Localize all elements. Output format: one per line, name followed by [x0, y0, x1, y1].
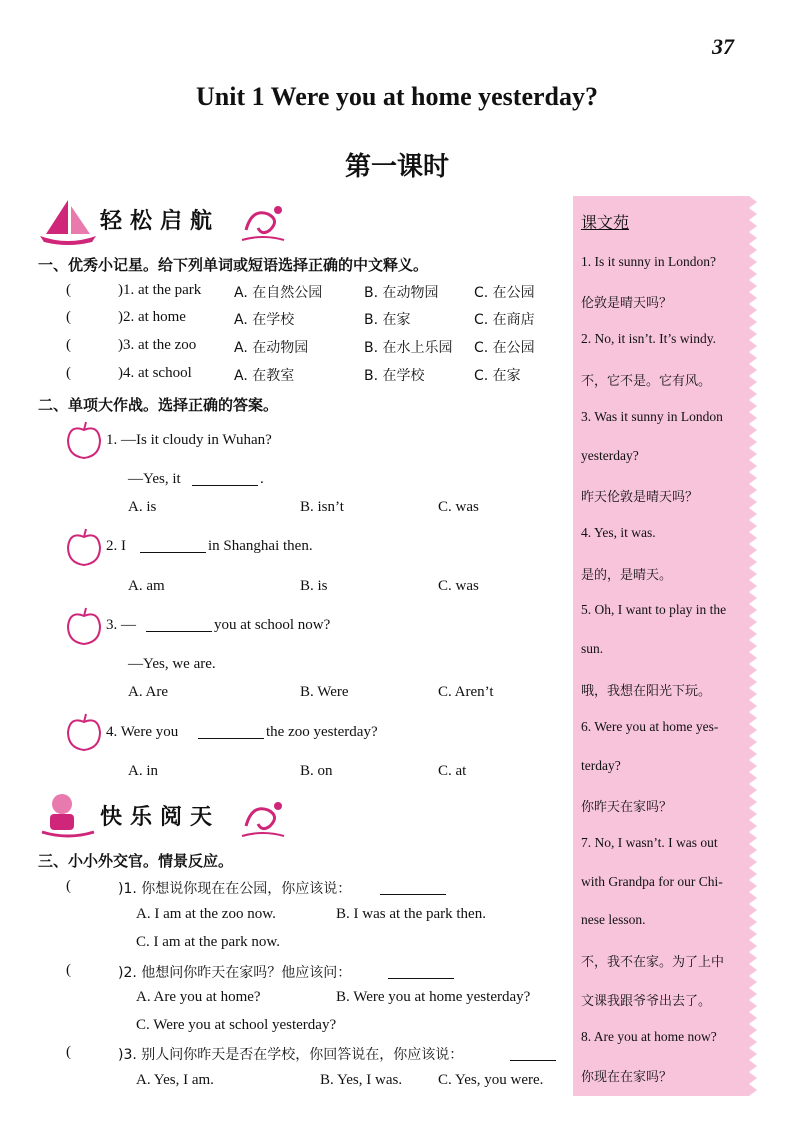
- sidebar-line: sun.: [581, 641, 604, 656]
- kid-reading-icon: [38, 790, 98, 840]
- sidebar-title: 课文苑: [581, 213, 630, 232]
- swirl-ornament-icon: [238, 200, 288, 244]
- question-3: [106, 617, 546, 639]
- sidebar-line: 你现在在家吗？: [581, 1070, 673, 1085]
- vocab-prompt: )3. at the zoo: [118, 337, 197, 353]
- lesson-subtitle: 第一课时: [344, 152, 449, 182]
- section3-heading: 三、小小外交官。情景反应。: [38, 852, 234, 870]
- question-1-options: [128, 499, 548, 521]
- sidebar-line: 不，它不是。它有风。: [581, 374, 712, 389]
- option-c[interactable]: C. Yes, you were.: [438, 1072, 544, 1088]
- option-a[interactable]: A. is: [128, 499, 157, 515]
- sailboat-icon: [38, 196, 98, 246]
- situation-question-2: [38, 962, 568, 984]
- banner-start: [38, 196, 288, 246]
- question-3-options: [128, 684, 548, 706]
- answer-paren[interactable]: (: [66, 282, 71, 298]
- answer-blank[interactable]: [146, 617, 212, 632]
- answer-blank[interactable]: [380, 880, 446, 895]
- vocab-prompt: )4. at school: [118, 365, 192, 381]
- sidebar-line: 你昨天在家吗？: [581, 800, 673, 815]
- question-text: )2. 他想问你昨天在家吗？他应该问：: [118, 965, 352, 981]
- answer-paren[interactable]: (: [66, 365, 71, 381]
- answer-prefix: —Yes, it: [128, 471, 181, 487]
- answer-paren[interactable]: (: [66, 878, 71, 894]
- sidebar-line: 2. No, it isn’t. It’s windy.: [581, 331, 717, 346]
- answer-suffix: .: [260, 471, 264, 487]
- option-a[interactable]: A. in: [128, 763, 158, 779]
- question-3-answer-line: [128, 656, 528, 678]
- sidebar-line: 不，我不在家。为了上中: [581, 955, 725, 970]
- banner-title: 轻松启航: [100, 209, 221, 234]
- question-1: [106, 432, 546, 454]
- situation-q1-options-row2: [136, 934, 556, 956]
- option-b[interactable]: B. on: [300, 763, 333, 779]
- option-b: B. 在水上乐园: [364, 340, 453, 356]
- option-a[interactable]: A. Are you at home?: [136, 989, 261, 1005]
- sidebar-line: 昨天伦敦是晴天吗？: [581, 490, 699, 505]
- option-b[interactable]: B. Yes, I was.: [320, 1072, 403, 1088]
- vocab-item: [38, 282, 558, 304]
- sidebar-line: 7. No, I wasn’t. I was out: [581, 835, 718, 850]
- option-c: C. 在商店: [474, 312, 535, 328]
- sidebar-line: 1. Is it sunny in London?: [581, 254, 716, 269]
- option-a[interactable]: A. Are: [128, 684, 168, 700]
- question-text: )1. 你想说你现在在公园，你应该说：: [118, 881, 352, 897]
- situation-q2-options-row2: [136, 1017, 556, 1039]
- option-b: B. 在动物园: [364, 285, 439, 301]
- section1-heading: 一、优秀小记星。给下列单词或短语选择正确的中文释义。: [38, 256, 429, 274]
- swirl-ornament-icon: [238, 796, 288, 840]
- question-2-options: [128, 578, 548, 600]
- option-b: B. 在家: [364, 312, 411, 328]
- option-c[interactable]: C. was: [438, 578, 479, 594]
- sidebar-line: terday?: [581, 758, 621, 773]
- question-4-options: [128, 763, 548, 785]
- question-text: 3. —: [106, 617, 136, 633]
- option-b[interactable]: B. Were you at home yesterday?: [336, 989, 531, 1005]
- option-c[interactable]: C. Aren’t: [438, 684, 494, 700]
- answer-paren[interactable]: (: [66, 1044, 71, 1060]
- sidebar-line: 3. Was it sunny in London: [581, 409, 723, 424]
- situation-question-3: [38, 1044, 568, 1066]
- sidebar-line: 伦敦是晴天吗？: [581, 296, 673, 311]
- sidebar-line: yesterday?: [581, 448, 639, 463]
- option-b[interactable]: B. Were: [300, 684, 349, 700]
- option-c[interactable]: C. Were you at school yesterday?: [136, 1017, 337, 1033]
- question-2: [106, 538, 546, 560]
- vocab-item: [38, 337, 558, 359]
- situation-q3-options: [136, 1072, 566, 1094]
- banner-title: 快乐阅天: [100, 805, 221, 830]
- vocab-item: [38, 365, 558, 387]
- sidebar-line: 8. Are you at home now?: [581, 1029, 717, 1044]
- question-text-tail: in Shanghai then.: [208, 538, 313, 554]
- vocab-prompt: )1. at the park: [118, 282, 202, 298]
- apple-icon[interactable]: [64, 527, 104, 567]
- answer-blank[interactable]: [140, 538, 206, 553]
- answer-blank[interactable]: [198, 724, 264, 739]
- answer-blank[interactable]: [510, 1046, 556, 1061]
- answer-paren[interactable]: (: [66, 962, 71, 978]
- zigzag-edge: [749, 196, 757, 1096]
- sidebar-line: nese lesson.: [581, 912, 646, 927]
- answer-blank[interactable]: [388, 964, 454, 979]
- unit-title: Unit 1 Were you at home yesterday?: [196, 82, 598, 111]
- answer-paren[interactable]: (: [66, 337, 71, 353]
- answer-text: —Yes, we are.: [128, 656, 216, 672]
- option-a: A. 在学校: [234, 312, 295, 328]
- option-c[interactable]: C. was: [438, 499, 479, 515]
- question-4: [106, 724, 546, 746]
- sidebar-line: 是的，是晴天。: [581, 568, 673, 583]
- sidebar-line: 哦，我想在阳光下玩。: [581, 684, 712, 699]
- option-a[interactable]: A. I am at the zoo now.: [136, 906, 276, 922]
- option-a: A. 在自然公园: [234, 285, 323, 301]
- page-number: 37: [712, 34, 734, 59]
- apple-icon[interactable]: [64, 606, 104, 646]
- option-a[interactable]: A. Yes, I am.: [136, 1072, 214, 1088]
- option-a: A. 在动物园: [234, 340, 309, 356]
- sidebar-line: 文课我跟爷爷出去了。: [581, 994, 712, 1009]
- option-b[interactable]: B. isn’t: [300, 499, 344, 515]
- apple-icon[interactable]: [64, 712, 104, 752]
- sidebar-line: 4. Yes, it was.: [581, 525, 656, 540]
- question-1-answer-line: [128, 471, 528, 493]
- apple-icon[interactable]: [64, 420, 104, 460]
- text-garden-sidebar: [573, 196, 749, 1096]
- situation-q1-options-row1: [136, 906, 556, 928]
- question-text-tail: you at school now?: [214, 617, 331, 633]
- answer-paren[interactable]: (: [66, 309, 71, 325]
- answer-blank[interactable]: [192, 471, 258, 486]
- sidebar-line: 6. Were you at home yes-: [581, 719, 719, 734]
- option-a: A. 在教室: [234, 368, 295, 384]
- question-text: 4. Were you: [106, 724, 179, 740]
- option-b[interactable]: B. is: [300, 578, 328, 594]
- option-c: C. 在公园: [474, 340, 535, 356]
- option-c[interactable]: C. at: [438, 763, 467, 779]
- situation-question-1: [38, 878, 568, 900]
- sidebar-line: with Grandpa for our Chi-: [581, 874, 723, 889]
- section2-heading: 二、单项大作战。选择正确的答案。: [38, 396, 279, 414]
- question-text: )3. 别人问你昨天是否在学校，你回答说在，你应该说：: [118, 1047, 464, 1063]
- option-a[interactable]: A. am: [128, 578, 165, 594]
- vocab-item: [38, 309, 558, 331]
- vocab-prompt: )2. at home: [118, 309, 186, 325]
- question-text: 1. —Is it cloudy in Wuhan?: [106, 432, 272, 448]
- question-text-tail: the zoo yesterday?: [266, 724, 378, 740]
- question-text: 2. I: [106, 538, 126, 554]
- sidebar-line: 5. Oh, I want to play in the: [581, 602, 727, 617]
- option-c: C. 在家: [474, 368, 521, 384]
- option-b: B. 在学校: [364, 368, 425, 384]
- option-b[interactable]: B. I was at the park then.: [336, 906, 486, 922]
- option-c[interactable]: C. I am at the park now.: [136, 934, 280, 950]
- banner-reading: [38, 790, 288, 840]
- option-c: C. 在公园: [474, 285, 535, 301]
- situation-q2-options-row1: [136, 989, 566, 1011]
